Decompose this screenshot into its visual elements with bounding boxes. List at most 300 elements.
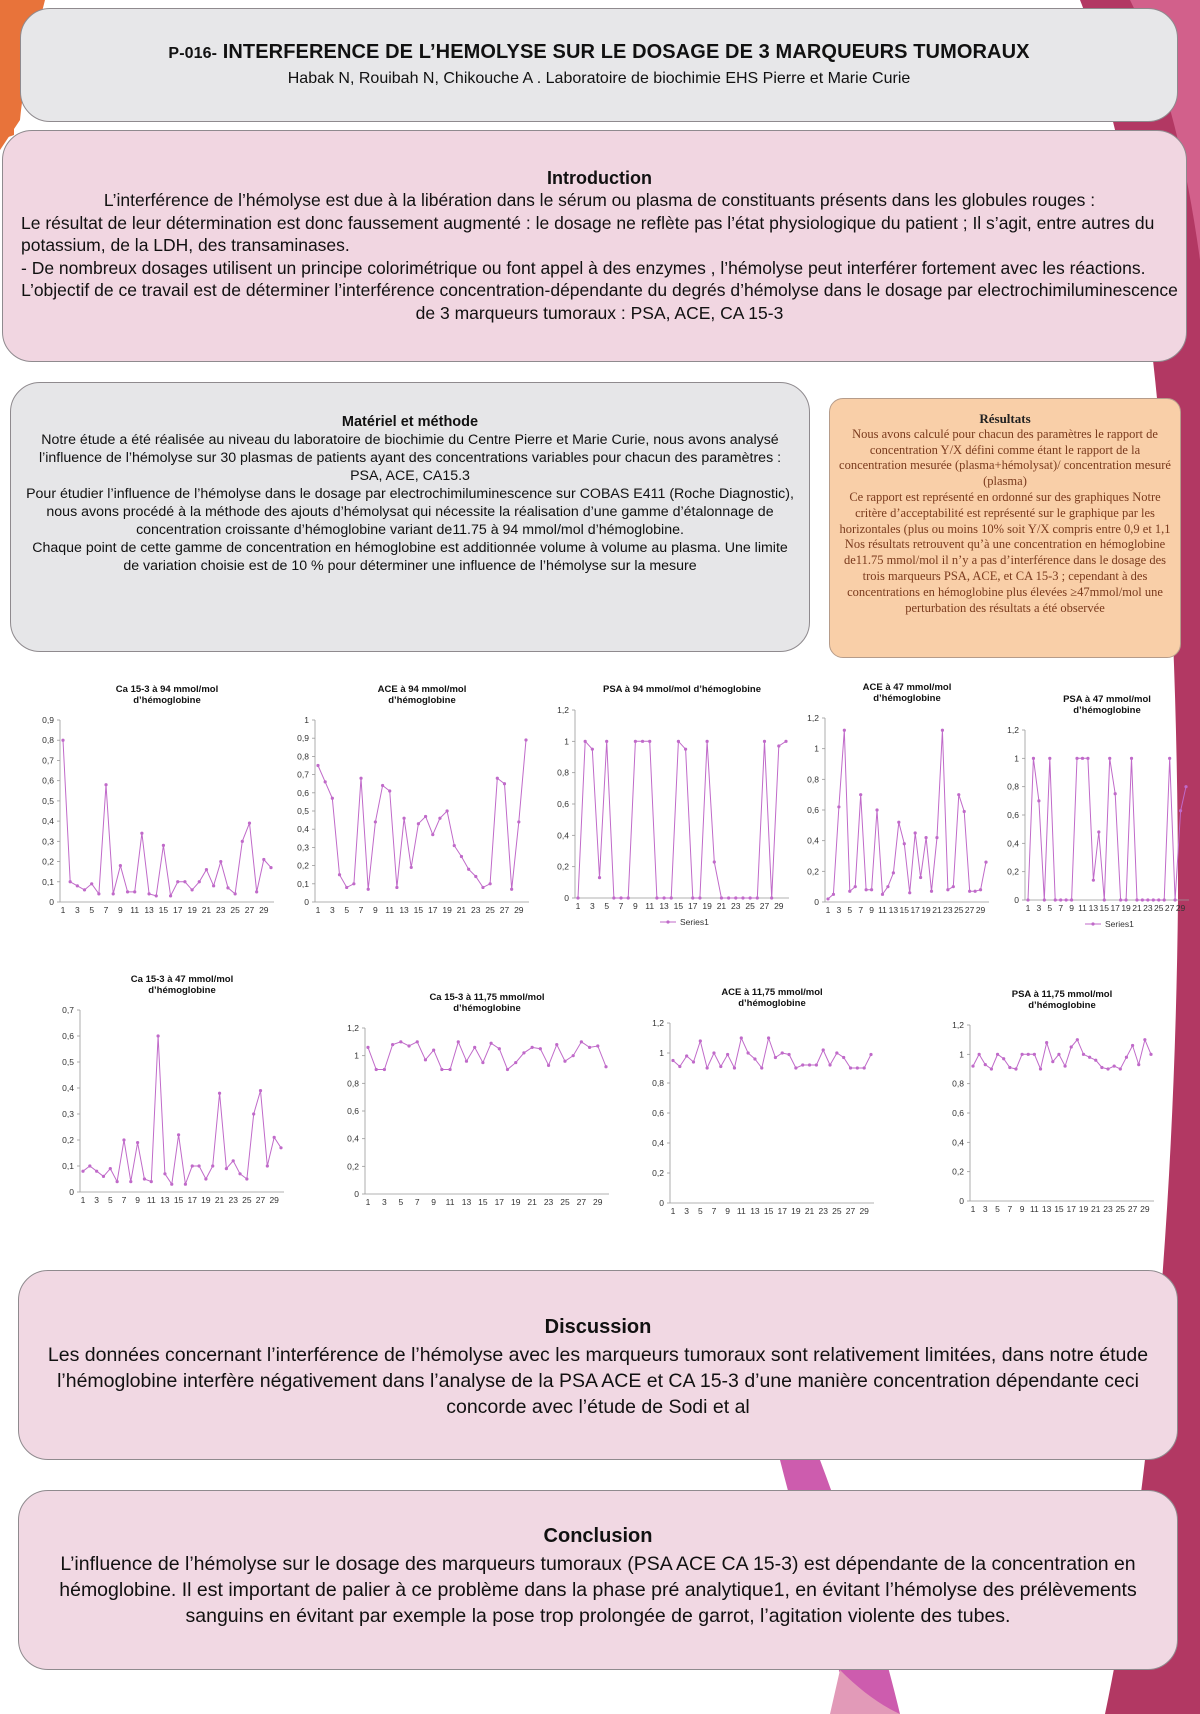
data-point xyxy=(591,748,594,751)
y-tick-label: 0,5 xyxy=(62,1057,74,1067)
data-point xyxy=(252,1112,255,1115)
data-point xyxy=(641,740,644,743)
data-point xyxy=(226,886,229,889)
y-tick-label: 1,2 xyxy=(557,705,569,715)
data-point xyxy=(248,822,251,825)
data-point xyxy=(740,1036,743,1039)
chart-title-line: d’hémoglobine xyxy=(1073,705,1141,716)
data-point xyxy=(749,896,752,899)
y-tick-label: 0,3 xyxy=(42,836,54,847)
data-point xyxy=(352,882,355,885)
results-p1: Nous avons calculé pour chacun des paramètres le rapport de concentration Y/X défini comme étant le rapport de la concentration mesurée (plasma+hémolysat)/ concentration mesuré (plasma) xyxy=(839,426,1171,489)
data-point xyxy=(828,1063,831,1066)
x-tick-label: 17 xyxy=(1110,903,1120,913)
data-point xyxy=(191,1164,194,1167)
x-tick-label: 1 xyxy=(365,1197,371,1207)
data-point xyxy=(1048,757,1051,760)
data-point xyxy=(531,1046,534,1049)
data-point xyxy=(914,831,917,834)
data-point xyxy=(197,1164,200,1167)
data-point xyxy=(1137,1063,1140,1066)
chart-title-line: ACE à 47 mmol/mol xyxy=(862,682,952,693)
data-point xyxy=(1051,1060,1054,1063)
data-point xyxy=(324,780,327,783)
data-point xyxy=(627,896,630,899)
y-tick-label: 0 xyxy=(49,897,54,907)
x-tick-label: 5 xyxy=(344,905,350,915)
introduction-p4: L’objectif de ce travail est de déterminer l’interférence concentration-dépendante du degrés d’hémolyse dans le dosage par electrochimiluminescence de 3 marqueurs tumoraux : PSA, ACE, CA 15-3 xyxy=(21,280,1178,323)
x-tick-label: 23 xyxy=(818,1206,828,1216)
data-point xyxy=(1157,898,1160,901)
data-point xyxy=(245,1177,248,1180)
x-tick-label: 29 xyxy=(774,901,784,911)
y-tick-label: 1,2 xyxy=(652,1018,664,1028)
x-tick-label: 19 xyxy=(791,1206,801,1216)
data-point xyxy=(83,888,86,891)
data-point xyxy=(460,855,463,858)
chart-title-line: d’hémoglobine xyxy=(148,985,216,996)
x-tick-label: 11 xyxy=(736,1206,746,1216)
data-point xyxy=(410,866,413,869)
data-point xyxy=(849,1066,852,1069)
data-point xyxy=(843,729,846,732)
x-tick-label: 3 xyxy=(74,905,80,915)
data-point xyxy=(875,808,878,811)
x-tick-label: 15 xyxy=(1099,903,1110,913)
data-point xyxy=(1168,757,1171,760)
x-tick-label: 9 xyxy=(118,905,123,915)
data-point xyxy=(808,1063,811,1066)
data-point xyxy=(417,822,420,825)
data-point xyxy=(1082,1053,1085,1056)
data-point xyxy=(1179,809,1182,812)
x-tick-label: 1 xyxy=(670,1206,676,1216)
data-point xyxy=(1070,898,1073,901)
x-tick-label: 1 xyxy=(825,905,831,915)
data-point xyxy=(865,888,868,891)
data-point xyxy=(446,809,449,812)
data-point xyxy=(763,740,766,743)
data-point xyxy=(238,1172,241,1175)
series-line xyxy=(318,740,526,889)
data-point xyxy=(424,815,427,818)
discussion-heading: Discussion xyxy=(544,1316,652,1338)
data-point xyxy=(510,888,513,891)
series-line xyxy=(63,740,271,896)
x-tick-label: 23 xyxy=(943,905,953,915)
y-tick-label: 0,7 xyxy=(62,1005,74,1015)
data-point xyxy=(169,894,172,897)
chart-ca153-94 xyxy=(30,680,280,930)
x-tick-label: 19 xyxy=(201,1195,211,1205)
data-point xyxy=(598,876,601,879)
x-tick-label: 5 xyxy=(1047,903,1053,913)
data-point xyxy=(886,885,889,888)
data-point xyxy=(1097,830,1100,833)
data-point xyxy=(815,1063,818,1066)
data-point xyxy=(474,875,477,878)
data-point xyxy=(691,896,694,899)
y-tick-label: 0,2 xyxy=(652,1168,664,1178)
y-tick-label: 0,6 xyxy=(557,799,569,809)
x-tick-label: 11 xyxy=(445,1197,455,1207)
y-tick-label: 1 xyxy=(814,743,819,754)
y-tick-label: 0 xyxy=(814,897,819,907)
y-tick-label: 0,5 xyxy=(297,806,309,816)
data-point xyxy=(109,1167,112,1170)
data-point xyxy=(1143,1038,1146,1041)
data-point xyxy=(183,880,186,883)
data-point xyxy=(211,1164,214,1167)
y-tick-label: 0,7 xyxy=(42,755,54,766)
x-tick-label: 27 xyxy=(1164,903,1175,913)
chart-ace-1175 xyxy=(640,983,880,1231)
data-point xyxy=(481,886,484,889)
x-tick-label: 13 xyxy=(888,905,899,915)
data-point xyxy=(1014,1067,1017,1070)
data-point xyxy=(448,1068,451,1071)
data-point xyxy=(760,1066,763,1069)
data-point xyxy=(990,1067,993,1070)
y-tick-label: 0 xyxy=(354,1189,359,1199)
x-tick-label: 27 xyxy=(1127,1204,1138,1214)
legend-marker xyxy=(1091,922,1094,925)
data-point xyxy=(514,1061,517,1064)
data-point xyxy=(692,1060,695,1063)
x-tick-label: 25 xyxy=(745,901,755,911)
data-point xyxy=(1152,898,1155,901)
x-tick-label: 19 xyxy=(510,1197,521,1207)
data-point xyxy=(720,896,723,899)
data-point xyxy=(140,832,143,835)
x-tick-label: 23 xyxy=(1143,903,1153,913)
data-point xyxy=(129,1180,132,1183)
data-point xyxy=(892,871,895,874)
data-point xyxy=(1045,1041,1048,1044)
data-point xyxy=(655,896,658,899)
data-point xyxy=(1100,1066,1103,1069)
x-tick-label: 17 xyxy=(688,901,698,911)
x-tick-label: 11 xyxy=(385,905,395,915)
y-tick-label: 0,8 xyxy=(297,751,309,762)
data-point xyxy=(984,861,987,864)
data-point xyxy=(331,797,334,800)
data-point xyxy=(555,1043,558,1046)
data-point xyxy=(770,896,773,899)
y-tick-label: 0,2 xyxy=(1007,866,1019,877)
data-point xyxy=(88,1164,91,1167)
data-point xyxy=(266,1164,269,1167)
data-point xyxy=(126,890,129,893)
data-point xyxy=(563,1060,566,1063)
data-point xyxy=(801,1063,804,1066)
x-tick-label: 27 xyxy=(499,905,510,915)
data-point xyxy=(576,896,579,899)
data-point xyxy=(517,820,520,823)
data-point xyxy=(176,880,179,883)
x-tick-label: 19 xyxy=(187,905,197,915)
data-point xyxy=(481,1061,484,1064)
data-point xyxy=(76,884,79,887)
chart-title-line: Ca 15-3 à 47 mmol/mol xyxy=(130,974,234,985)
y-tick-label: 0,5 xyxy=(42,795,54,806)
data-point xyxy=(869,1053,872,1056)
x-tick-label: 23 xyxy=(471,905,481,915)
discussion-section xyxy=(18,1270,1178,1460)
x-tick-label: 27 xyxy=(244,905,255,915)
data-point xyxy=(490,1042,493,1045)
data-point xyxy=(432,1049,435,1052)
chart-title-line: ACE à 94 mmol/mol xyxy=(377,684,467,695)
x-tick-label: 11 xyxy=(645,901,655,911)
data-point xyxy=(935,836,938,839)
series-line xyxy=(973,1040,1151,1069)
data-point xyxy=(119,864,122,867)
y-tick-label: 0,2 xyxy=(297,860,309,871)
data-point xyxy=(826,897,829,900)
x-tick-label: 9 xyxy=(633,901,638,911)
y-tick-label: 0,4 xyxy=(952,1137,964,1148)
x-tick-label: 3 xyxy=(589,901,595,911)
data-point xyxy=(777,744,780,747)
data-point xyxy=(698,896,701,899)
legend-label: Series1 xyxy=(680,917,709,927)
data-point xyxy=(383,1068,386,1071)
data-point xyxy=(596,1044,599,1047)
y-tick-label: 1 xyxy=(564,736,569,747)
x-tick-label: 21 xyxy=(456,905,467,915)
data-point xyxy=(1135,898,1138,901)
x-tick-label: 19 xyxy=(921,905,931,915)
x-tick-label: 19 xyxy=(1121,903,1131,913)
methods-p3: nous avons procédé à la méthode des ajouts d’hémolysat qui nécessite la réalisation d’une gamme d’étalonnage de concentration croissante d’hémoglobine variant de11.75 à 94 mmol/mol d’hémoglobine. xyxy=(46,504,774,538)
y-tick-label: 1,2 xyxy=(807,713,819,723)
data-point xyxy=(774,1056,777,1059)
data-point xyxy=(756,896,759,899)
data-point xyxy=(863,1066,866,1069)
results-p3: Nos résultats retrouvent qu’à une concentration en hémoglobine de11.75 mmol/mol il n’y a pas d’interférence dans le dosage des trois marqueurs PSA, ACE, et CA 15-3 ; cependant à des concentrations en hémoglobine plus élevées ≥47mmol/mol une perturbation des résultats a été observée xyxy=(843,537,1166,615)
y-tick-label: 0,6 xyxy=(297,787,309,798)
x-tick-label: 17 xyxy=(428,905,438,915)
y-tick-label: 0,4 xyxy=(347,1133,359,1144)
data-point xyxy=(1037,799,1040,802)
x-tick-label: 11 xyxy=(1029,1204,1039,1214)
data-point xyxy=(366,1046,369,1049)
x-tick-label: 5 xyxy=(697,1206,703,1216)
chart-title-line: d’hémoglobine xyxy=(873,693,941,704)
data-point xyxy=(157,1034,160,1037)
x-tick-label: 23 xyxy=(216,905,226,915)
x-tick-label: 21 xyxy=(214,1195,225,1205)
y-tick-label: 0,6 xyxy=(62,1031,74,1041)
x-tick-label: 13 xyxy=(659,901,669,911)
data-point xyxy=(837,805,840,808)
x-tick-label: 11 xyxy=(1078,903,1087,913)
data-point xyxy=(1163,898,1166,901)
data-point xyxy=(919,876,922,879)
data-point xyxy=(1026,898,1029,901)
series-line xyxy=(368,1042,606,1070)
data-point xyxy=(155,894,158,897)
data-point xyxy=(854,885,857,888)
x-tick-label: 11 xyxy=(878,905,887,915)
methods-heading: Matériel et méthode xyxy=(341,414,479,430)
data-point xyxy=(1086,757,1089,760)
x-tick-label: 1 xyxy=(60,905,66,915)
x-tick-label: 5 xyxy=(89,905,95,915)
data-point xyxy=(712,1051,715,1054)
data-point xyxy=(670,896,673,899)
conclusion-text: L’influence de l’hémolyse sur le dosage des marqueurs tumoraux (PSA ACE CA 15-3) est dépendante de la concentration en hémoglobine. Il est important de palier à ce problème dans la phase pré analytique1, en évitant l’hémolyse des prélèvements sanguins en évitant par exemple la pose trop prolongée de garrot, l’agitation violente des tubes. xyxy=(59,1553,1137,1627)
x-tick-label: 7 xyxy=(358,905,364,915)
data-point xyxy=(1057,1053,1060,1056)
data-point xyxy=(1094,1059,1097,1062)
x-tick-label: 27 xyxy=(255,1195,266,1205)
data-point xyxy=(1114,792,1117,795)
data-point xyxy=(924,836,927,839)
data-point xyxy=(706,1066,709,1069)
x-tick-label: 25 xyxy=(560,1197,570,1207)
data-point xyxy=(952,885,955,888)
x-tick-label: 9 xyxy=(869,905,874,915)
x-tick-label: 9 xyxy=(725,1206,730,1216)
x-tick-label: 25 xyxy=(954,905,964,915)
series-line xyxy=(1028,758,1186,900)
x-tick-label: 17 xyxy=(1066,1204,1076,1214)
data-point xyxy=(648,740,651,743)
y-tick-label: 0,2 xyxy=(62,1135,74,1145)
data-point xyxy=(191,888,194,891)
data-point xyxy=(1149,1053,1152,1056)
data-point xyxy=(787,1053,790,1056)
x-tick-label: 19 xyxy=(1078,1204,1089,1214)
data-point xyxy=(133,890,136,893)
y-tick-label: 0,2 xyxy=(807,866,819,877)
data-point xyxy=(685,1054,688,1057)
x-tick-label: 15 xyxy=(899,905,910,915)
data-point xyxy=(733,1066,736,1069)
results-p2: Ce rapport est représenté en ordonné sur des graphiques Notre critère d’acceptabilité est représenté sur le graphique par les horizontales (plus ou moins 10% soit Y/X compris entre 0,9 et 1,1 xyxy=(839,489,1171,536)
data-point xyxy=(359,777,362,780)
x-tick-label: 17 xyxy=(494,1197,505,1207)
x-tick-label: 17 xyxy=(173,905,183,915)
data-point xyxy=(856,1066,859,1069)
chart-title-line: Ca 15-3 à 11,75 mmol/mol xyxy=(429,992,545,1003)
x-tick-label: 5 xyxy=(847,905,853,915)
data-point xyxy=(218,1092,221,1095)
data-point xyxy=(143,1177,146,1180)
data-point xyxy=(424,1058,427,1061)
data-point xyxy=(1130,757,1133,760)
x-tick-label: 27 xyxy=(759,901,770,911)
data-point xyxy=(908,891,911,894)
data-point xyxy=(1032,757,1035,760)
y-tick-label: 0,6 xyxy=(347,1106,359,1116)
x-tick-label: 1 xyxy=(80,1195,86,1205)
data-point xyxy=(941,729,944,732)
x-tick-label: 29 xyxy=(859,1206,869,1216)
legend-label: Series1 xyxy=(1105,919,1134,929)
series-line xyxy=(673,1038,871,1068)
x-tick-label: 9 xyxy=(135,1195,140,1205)
data-point xyxy=(498,1047,501,1050)
y-tick-label: 0 xyxy=(304,897,309,907)
x-tick-label: 21 xyxy=(201,905,212,915)
data-point xyxy=(489,882,492,885)
data-point xyxy=(524,738,527,741)
x-tick-label: 23 xyxy=(731,901,741,911)
data-point xyxy=(1088,1056,1091,1059)
x-tick-label: 29 xyxy=(259,905,269,915)
data-point xyxy=(1125,1056,1128,1059)
data-point xyxy=(1021,1053,1024,1056)
x-tick-label: 29 xyxy=(1140,1204,1150,1214)
chart-psa-94 xyxy=(545,680,795,940)
series-line xyxy=(828,730,986,899)
data-point xyxy=(345,886,348,889)
data-point xyxy=(619,896,622,899)
x-tick-label: 25 xyxy=(1115,1204,1126,1214)
data-point xyxy=(374,820,377,823)
data-point xyxy=(1184,785,1187,788)
data-point xyxy=(1027,1053,1030,1056)
y-tick-label: 0,1 xyxy=(42,876,54,887)
y-tick-label: 0,6 xyxy=(1007,810,1019,820)
introduction-section xyxy=(2,130,1187,362)
data-point xyxy=(184,1183,187,1186)
data-point xyxy=(870,888,873,891)
data-point xyxy=(713,860,716,863)
x-tick-label: 15 xyxy=(413,905,424,915)
y-tick-label: 0,4 xyxy=(297,824,309,835)
y-tick-label: 0,8 xyxy=(652,1078,664,1088)
y-tick-label: 0 xyxy=(659,1198,664,1208)
y-tick-label: 0,1 xyxy=(297,878,309,889)
data-point xyxy=(279,1146,282,1149)
x-tick-label: 25 xyxy=(242,1195,252,1205)
data-point xyxy=(1124,898,1127,901)
legend-marker xyxy=(666,920,669,923)
data-point xyxy=(1063,1064,1066,1067)
y-tick-label: 0,6 xyxy=(652,1108,664,1118)
x-tick-label: 27 xyxy=(576,1197,587,1207)
data-point xyxy=(438,817,441,820)
data-point xyxy=(395,886,398,889)
data-point xyxy=(1113,1064,1116,1067)
x-tick-label: 7 xyxy=(858,905,864,915)
x-tick-label: 17 xyxy=(910,905,920,915)
y-tick-label: 0,9 xyxy=(297,733,309,744)
x-tick-label: 13 xyxy=(461,1197,472,1207)
x-tick-label: 15 xyxy=(1054,1204,1064,1214)
introduction-heading: Introduction xyxy=(547,168,652,188)
data-point xyxy=(781,1051,784,1054)
data-point xyxy=(984,1063,987,1066)
data-point xyxy=(835,1051,838,1054)
data-point xyxy=(273,1136,276,1139)
y-tick-label: 0,4 xyxy=(557,830,569,841)
data-point xyxy=(881,893,884,896)
x-tick-label: 1 xyxy=(315,905,321,915)
methods-p2: Pour étudier l’influence de l’hémolyse dans le dosage par electrochimiluminescence sur COBAS E411 (Roche Diagnostic), xyxy=(26,486,794,502)
data-point xyxy=(1131,1044,1134,1047)
x-tick-label: 15 xyxy=(763,1206,774,1216)
chart-ca153-47 xyxy=(50,970,290,1220)
data-point xyxy=(262,858,265,861)
y-tick-label: 1 xyxy=(659,1048,664,1058)
y-tick-label: 0,4 xyxy=(807,835,819,846)
data-point xyxy=(842,1056,845,1059)
